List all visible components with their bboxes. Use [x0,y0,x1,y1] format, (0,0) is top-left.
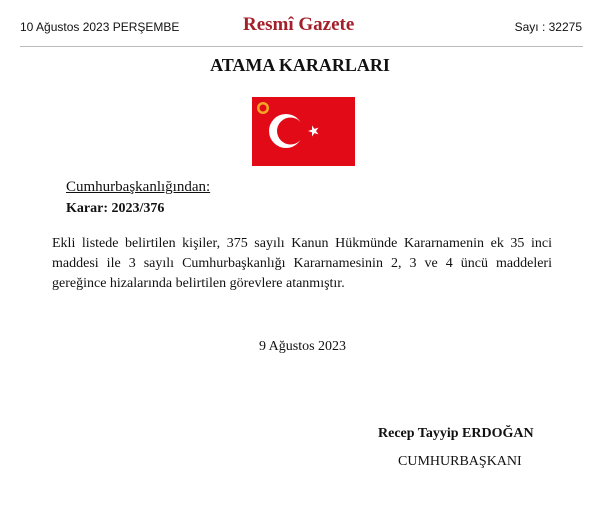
page-title: ATAMA KARARLARI [210,55,390,75]
gazette-logo: Resmî Gazete [243,14,355,35]
decision-body: Ekli listede belirtilen kişiler, 375 sayılı Kanun Hükmünde Kararnamenin ek 35 inci maddesi ile 3 sayılı Cumhurbaşkanlığı Kararnamesinin 2, 3 ve 4 üncü maddeleri gereğince hizalarında belirtilen görevlere atanmıştır. [52,236,552,291]
signatory-name: Recep Tayyip ERDOĞAN [378,426,534,441]
signatory-title: CUMHURBAŞKANI [398,454,522,469]
decision-number: Karar: 2023/376 [66,201,165,216]
turkish-flag-icon [252,97,355,166]
header-divider [20,46,583,47]
header-date: 10 Ağustos 2023 PERŞEMBE [20,20,180,34]
issuer: Cumhurbaşkanlığından: [66,179,211,195]
issue-number: Sayı : 32275 [514,20,582,34]
decision-date: 9 Ağustos 2023 [258,339,347,354]
